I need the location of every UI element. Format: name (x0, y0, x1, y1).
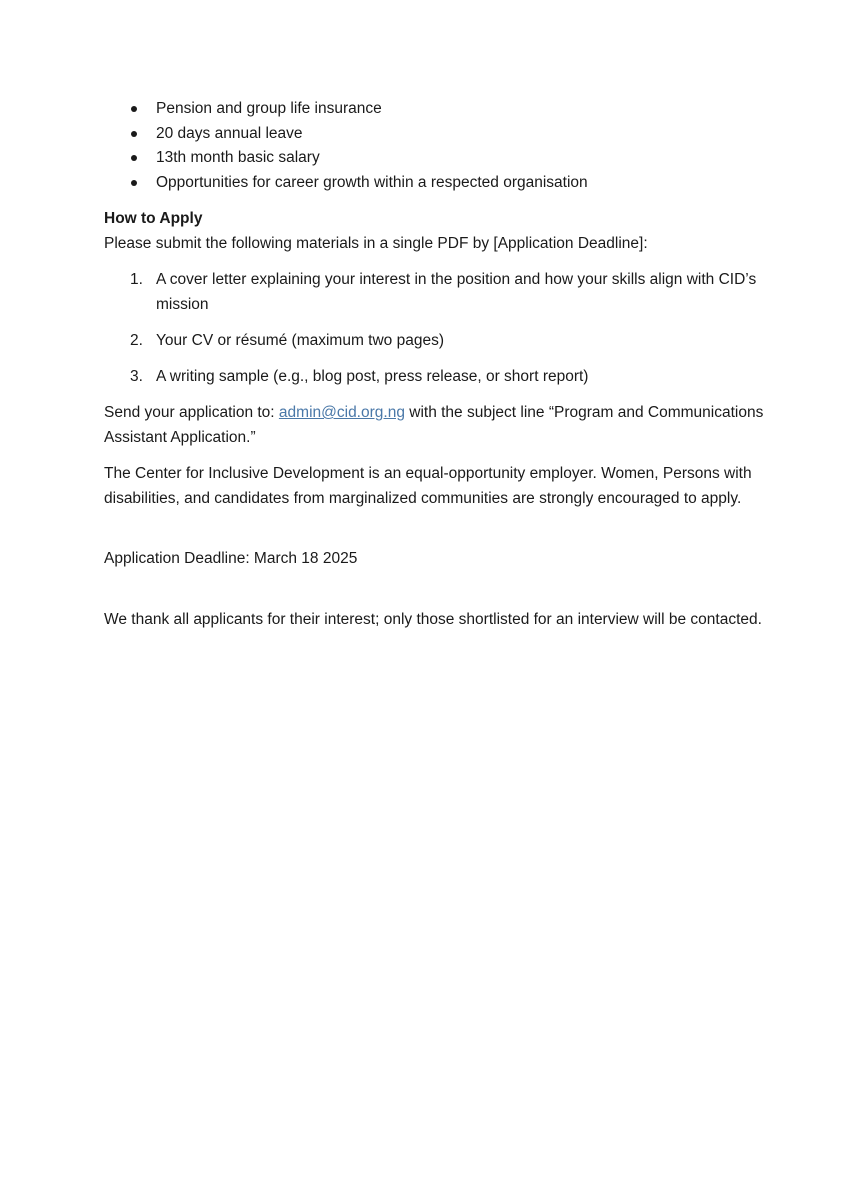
send-application-paragraph (104, 401, 764, 450)
list-item (104, 172, 588, 197)
list-item (104, 329, 764, 354)
list-item (104, 147, 588, 172)
bullet-icon (131, 106, 137, 112)
item-number: 3. (130, 368, 143, 385)
benefit-text: Pension and group life insurance (156, 100, 382, 117)
send-suffix: with the subject line “Program and Communications Assistant Application.” (104, 404, 764, 446)
email-link[interactable]: admin@cid.org.ng (278, 404, 405, 421)
apply-intro: Please submit the following materials in a single PDF by [Application Deadline]: (104, 235, 648, 252)
list-item (104, 365, 764, 390)
equal-opportunity-paragraph: The Center for Inclusive Development is an equal-opportunity employer. Women, Persons with disabilities, and candidates from marginalized communities are strongly encouraged to apply. (104, 465, 752, 507)
bullet-icon (131, 180, 137, 186)
benefit-text: 20 days annual leave (156, 124, 303, 142)
benefit-text: 13th month basic salary (156, 149, 320, 167)
item-number: 1. (130, 271, 143, 288)
benefit-text: Opportunities for career growth within a respected organisation (156, 174, 588, 192)
list-item (104, 268, 764, 317)
list-item (104, 98, 588, 123)
how-to-apply-heading: How to Apply (104, 210, 203, 227)
list-item (104, 123, 588, 148)
closing-paragraph: We thank all applicants for their interest; only those shortlisted for an interview will be contacted. (104, 611, 762, 628)
deadline-text: Application Deadline: March 18 2025 (104, 550, 358, 567)
send-prefix: Send your application to: (104, 404, 279, 421)
benefits-list (104, 98, 588, 197)
item-number: 2. (130, 332, 143, 349)
item-text: A writing sample (e.g., blog post, press release, or short report) (156, 368, 589, 385)
item-text: Your CV or résumé (maximum two pages) (156, 332, 444, 349)
item-text: A cover letter explaining your interest in the position and how your skills align with CID’s mission (156, 271, 757, 313)
bullet-icon (131, 155, 137, 161)
bullet-icon (131, 131, 137, 137)
